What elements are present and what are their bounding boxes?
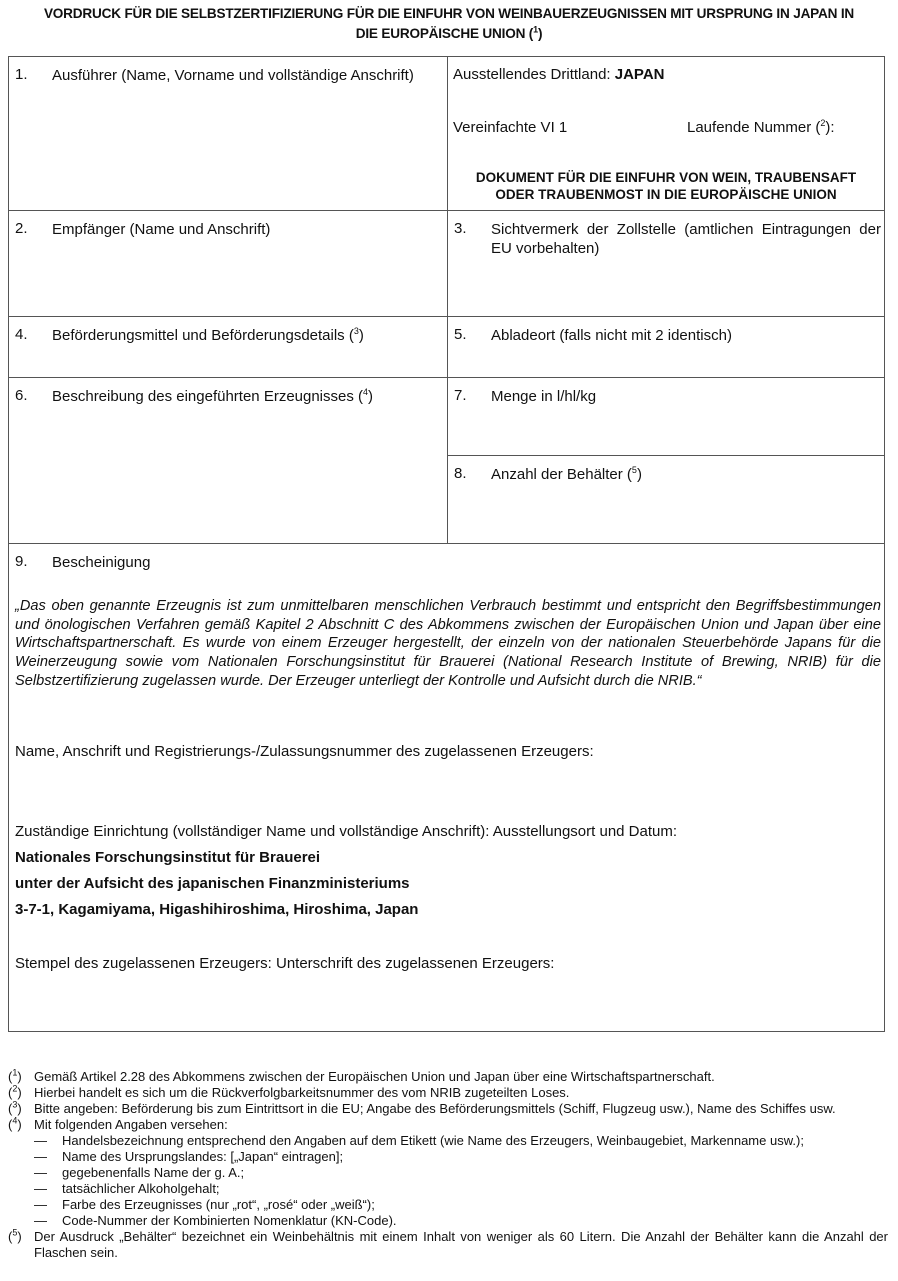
footnote-4-item: — Name des Ursprungslandes: [„Japan“ eintragen]; <box>34 1149 344 1164</box>
authority-supervision: unter der Aufsicht des japanischen Finanzministeriums <box>15 875 410 892</box>
footnote-4-item: — Code-Nummer der Kombinierten Nomenklatur (KN-Code). <box>34 1213 397 1228</box>
vi1-label: Vereinfachte VI 1 <box>453 119 568 136</box>
footnote-ref-4[interactable]: 4 <box>363 387 369 397</box>
title-line-2: DIE EUROPÄISCHE UNION ($^1$) <box>355 24 543 41</box>
producer-details-label[interactable]: Name, Anschrift und Registrierungs-/Zulassungsnummer des zugelassenen Erzeugers: <box>15 743 594 760</box>
box-number: 9. <box>15 553 28 570</box>
footnote-ref-3[interactable]: 3 <box>353 326 359 336</box>
box-number: 4. <box>15 326 28 343</box>
footnote-4-item: — tatsächlicher Alkoholgehalt; <box>34 1181 220 1196</box>
box-number: 7. <box>454 387 467 404</box>
certificate-form <box>8 56 885 1032</box>
field-box-8-container-count[interactable] <box>448 456 884 543</box>
footnote-2: ($^2$) Hierbei handelt es sich um die Rückverfolgbarkeitsnummer des vom NRIB zugeteilten Loses. <box>8 1083 570 1100</box>
box-label: Beschreibung des eingeführten Erzeugnisses ($^4$) <box>52 387 374 405</box>
footnote-1: ($^1$) Gemäß Artikel 2.28 des Abkommens zwischen der Europäischen Union und Japan über eine Wirtschaftspartnerschaft. <box>8 1067 715 1084</box>
footnote-ref-5[interactable]: 5 <box>631 465 637 475</box>
footnote-5: ($^5$) Der Ausdruck „Behälter“ bezeichnet ein Weinbehältnis mit einem Inhalt von weniger als 60 Litern. Die Anzahl der Behälter kann die Anzahl der Flaschen sein. <box>8 1227 888 1260</box>
footnote-4: ($^4$) Mit folgenden Angaben versehen: <box>8 1115 228 1132</box>
footnote-4-item: — gegebenenfalls Name der g. A.; <box>34 1165 245 1180</box>
footnote-3: ($^3$) Bitte angeben: Beförderung bis zum Eintrittsort in die EU; Angabe des Beförderungsmittels (Schiff, Flugzeug usw.), Name des Schiffes usw. <box>8 1099 836 1116</box>
certification-statement: „Das oben genannte Erzeugnis ist zum unmittelbaren menschlichen Verbrauch bestimmt und entspricht den Begriffsbestimmungen und önologischen Verfahren gemäß Kapitel 2 Abschnitt C des Abkommens zwischen der Europäischen Union und Japan über eine Wirtschaftspartnerschaft. Es wurde von einem Erzeuger hergestellt, der einzeln von der nationalen Steuerbehörde Japans für die Weinerzeugung sowie vom Nationalen Forschungsinstitut für Brauerei (National Research Institute of Brewing, NRIB) für die Selbstzertifizierung zugelassen wurde. Der Erzeuger unterliegt der Kontrolle und Aufsicht durch die NRIB.“ <box>15 598 881 689</box>
document-subtitle: DOKUMENT FÜR DIE EINFUHR VON WEIN, TRAUBENSAFT ODER TRAUBENMOST IN DIE EUROPÄISCHE UNION <box>475 170 857 202</box>
competent-authority-label: Zuständige Einrichtung (vollständiger Name und vollständige Anschrift): Ausstellungsort und Datum: <box>15 823 678 840</box>
issuing-country-value: JAPAN <box>614 66 665 83</box>
stamp-signature-label[interactable]: Stempel des zugelassenen Erzeugers: Unterschrift des zugelassenen Erzeugers: <box>15 955 555 972</box>
box-label: Ausführer (Name, Vorname und vollständige Anschrift) <box>52 67 414 84</box>
box-label: Bescheinigung <box>52 554 151 571</box>
footnotes <box>8 1069 888 1261</box>
field-box-7-quantity[interactable] <box>448 378 884 455</box>
field-box-9-certification <box>9 544 884 1031</box>
document-title <box>0 4 898 44</box>
field-box-3-customs-endorsement[interactable] <box>448 211 884 316</box>
field-box-6-product-description[interactable] <box>9 378 447 543</box>
box-label: Anzahl der Behälter ($^5$) <box>491 465 642 483</box>
box-number: 8. <box>454 465 467 482</box>
serial-number-label[interactable]: Laufende Nummer ($^2$): <box>687 118 835 136</box>
authority-name: Nationales Forschungsinstitut für Brauerei <box>15 849 321 866</box>
field-box-2-consignee[interactable] <box>9 211 447 316</box>
box-label: Abladeort (falls nicht mit 2 identisch) <box>491 327 732 344</box>
title-line-1: VORDRUCK FÜR DIE SELBSTZERTIFIZIERUNG FÜR DIE EINFUHR VON WEINBAUERZEUGNISSEN MIT URSPRUNG IN JAPAN IN <box>43 6 855 21</box>
box-number: 6. <box>15 387 28 404</box>
box-number: 5. <box>454 326 467 343</box>
box-label: Beförderungsmittel und Beförderungsdetails ($^3$) <box>52 326 364 344</box>
footnote-4-item: — Handelsbezeichnung entsprechend den Angaben auf dem Etikett (wie Name des Erzeugers, Weinbaugebiet, Markenname usw.); <box>34 1133 804 1148</box>
issuing-country: Ausstellendes Drittland: JAPAN <box>453 66 665 83</box>
box-label: Empfänger (Name und Anschrift) <box>52 221 271 238</box>
field-box-5-unloading-place[interactable] <box>448 317 884 377</box>
box-label: Sichtvermerk der Zollstelle (amtlichen Eintragungen der EU vorbehalten) <box>491 221 881 257</box>
field-box-1-exporter[interactable] <box>9 57 447 210</box>
footnote-ref-1[interactable]: 1 <box>533 24 538 35</box>
field-box-4-transport[interactable] <box>9 317 447 377</box>
authority-address: 3-7-1, Kagamiyama, Higashihiroshima, Hiroshima, Japan <box>15 901 419 918</box>
box-number: 1. <box>15 66 28 83</box>
box-number: 2. <box>15 220 28 237</box>
footnote-4-item: — Farbe des Erzeugnisses (nur „rot“, „rosé“ oder „weiß“); <box>34 1197 375 1212</box>
box-label: Menge in l/hl/kg <box>491 388 597 405</box>
header-right-panel <box>448 57 884 210</box>
footnote-ref-2[interactable]: 2 <box>820 118 826 128</box>
box-number: 3. <box>454 220 467 237</box>
